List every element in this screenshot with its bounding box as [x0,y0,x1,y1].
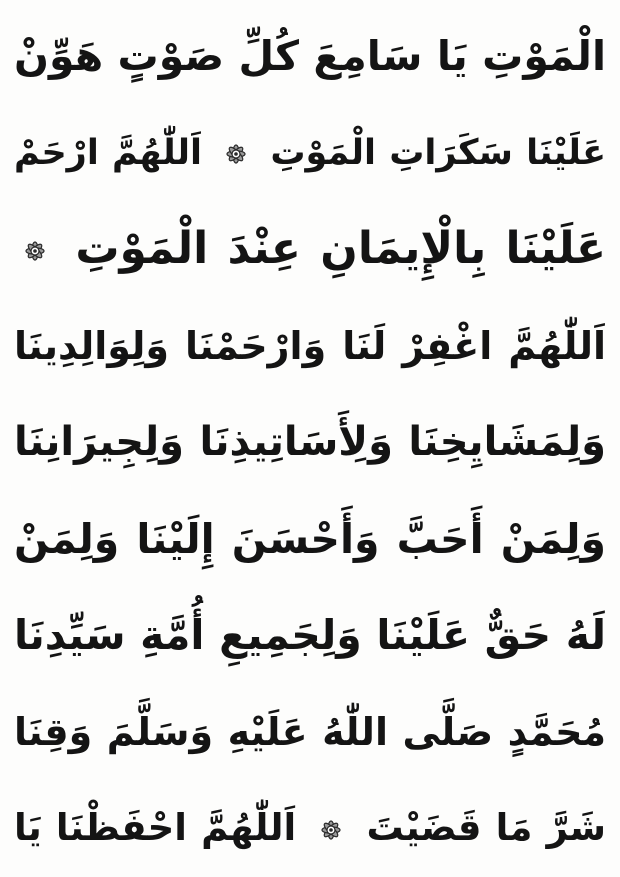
text-line-9 [14,780,606,877]
text-line-7 [14,587,606,684]
flower-separator-icon [316,815,346,845]
line-3-text: عَلَيْنَا بِالْإِيمَانِ عِنْدَ الْمَوْتِ [75,223,606,274]
text-line-2 [14,105,606,202]
text-line-8 [14,684,606,781]
line-5-text: وَلِمَشَايِخِنَا وَلِأَسَاتِيذِنَا وَلِجِيرَانِنَا [14,419,606,465]
line-9-text-end: اَللّٰهُمَّ احْفَظْنَا يَا [14,806,297,849]
text-line-6 [14,491,606,588]
line-2-text-end: اَللّٰهُمَّ ارْحَمْ [14,132,202,173]
text-line-3 [14,201,606,298]
arabic-text-block [14,8,606,877]
text-line-5 [14,394,606,491]
line-8-text: مُحَمَّدٍ صَلَّى اللّٰهُ عَلَيْهِ وَسَلَّمَ وَقِنَا [14,709,606,754]
line-6-text: وَلِمَنْ أَحَبَّ وَأَحْسَنَ إِلَيْنَا وَلِمَنْ [14,514,606,563]
text-line-4 [14,298,606,395]
text-line-1 [14,8,606,105]
line-2-text-start: عَلَيْنَا سَكَرَاتِ الْمَوْتِ [270,132,606,173]
line-9-text-start: شَرَّ مَا قَضَيْتَ [366,806,606,849]
line-7-text: لَهُ حَقٌّ عَلَيْنَا وَلِجَمِيعِ أُمَّةِ سَيِّدِنَا [14,611,606,659]
line-4-text: اَللّٰهُمَّ اغْفِرْ لَنَا وَارْحَمْنَا وَلِوَالِدِينَا [14,323,606,368]
flower-separator-icon [20,236,50,266]
flower-separator-icon [221,139,251,169]
line-1-text: الْمَوْتِ يَا سَامِعَ كُلِّ صَوْتٍ هَوِّنْ [14,32,606,80]
